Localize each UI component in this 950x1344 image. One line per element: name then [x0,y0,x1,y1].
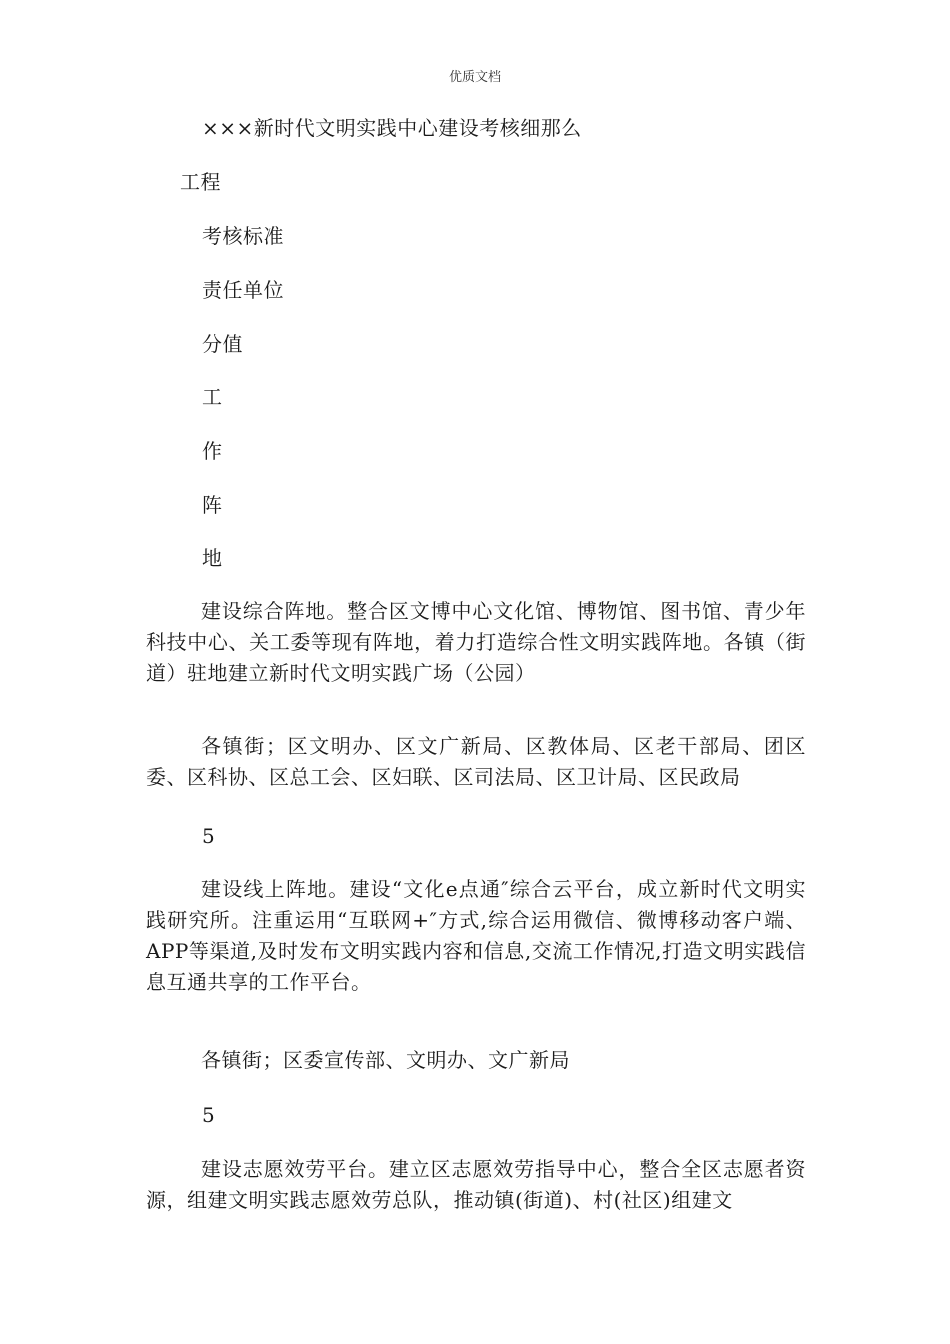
category-char: 阵 [202,493,223,517]
table-header-score: 分值 [202,332,243,356]
item-score: 5 [202,1103,216,1127]
item-responsible: 各镇街；区委宣传部、文明办、文广新局 [201,1048,570,1072]
item-standard: 建设线上阵地。建设“文化e点通″综合云平台，成立新时代文明实践研究所。注重运用“互联网+″方式,综合运用微信、微博移动客户端、APP等渠道,及时发布文明实践内容和信息,交流工作情况,打造文明实践信息互通共享的工作平台。 [146,877,806,994]
item-score: 5 [202,824,216,848]
table-header-project: 工程 [180,170,221,194]
category-char: 地 [202,546,223,570]
category-char: 工 [202,385,223,409]
item-standard: 建设志愿效劳平台。建立区志愿效劳指导中心，整合全区志愿者资源，组建文明实践志愿效劳总队，推动镇(街道)、村(社区)组建文 [146,1157,806,1212]
category-char: 作 [202,439,223,463]
item-standard: 建设综合阵地。整合区文博中心文化馆、博物馆、图书馆、青少年科技中心、关工委等现有阵地，着力打造综合性文明实践阵地。各镇（街道）驻地建立新时代文明实践广场（公园） [146,599,806,685]
item-responsible: 各镇街；区文明办、区文广新局、区教体局、区老干部局、团区委、区科协、区总工会、区妇联、区司法局、区卫计局、区民政局 [146,734,806,789]
page-header: 优质文档 [448,70,501,85]
table-header-standard: 考核标准 [202,224,284,248]
table-header-responsible: 责任单位 [202,278,284,302]
document-title: ×××新时代文明实践中心建设考核细那么 [202,116,582,140]
